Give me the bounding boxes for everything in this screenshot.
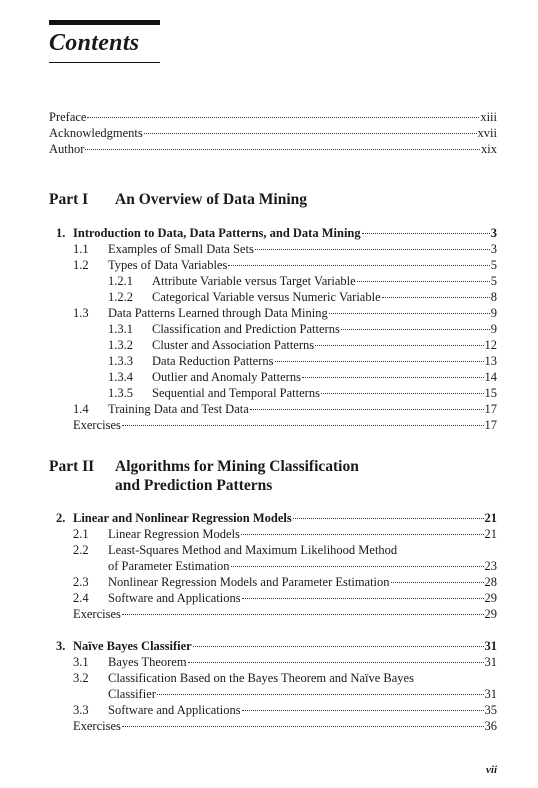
section-title: Exercises: [73, 418, 121, 432]
section-title: Least-Squares Method and Maximum Likelihood Method: [108, 543, 398, 557]
page-number: 29: [484, 607, 497, 621]
chapter-title: Introduction to Data, Data Patterns, and Data Mining: [73, 226, 361, 240]
subsection-title: Outlier and Anomaly Patterns: [152, 370, 301, 384]
page-number: 14: [484, 370, 497, 384]
page-number: xiii: [480, 110, 497, 124]
section-title-line2: of Parameter Estimation: [108, 559, 230, 573]
dot-leader: [157, 694, 484, 695]
toc-entry[interactable]: [108, 354, 497, 369]
dot-leader: [87, 117, 479, 118]
section-number: 2.2: [73, 543, 89, 557]
dot-leader: [293, 518, 484, 519]
part-title: Algorithms for Mining Classification: [115, 458, 359, 475]
toc-entry[interactable]: [108, 370, 497, 385]
chapter-3[interactable]: [56, 639, 497, 654]
page-number: 17: [484, 418, 497, 432]
toc-entry[interactable]: [73, 527, 497, 542]
chapter-2[interactable]: [56, 511, 497, 526]
dot-leader: [250, 409, 484, 410]
section-title: Software and Applications: [108, 591, 241, 605]
part-heading-1: [49, 190, 307, 209]
toc-entry[interactable]: [73, 306, 497, 321]
section-title-line2: Classifier: [108, 687, 156, 701]
section-title: Bayes Theorem: [108, 655, 187, 669]
dot-leader: [85, 149, 480, 150]
page-number: 36: [484, 719, 497, 733]
dot-leader: [341, 329, 490, 330]
top-rule: [49, 20, 160, 25]
section-title: Classification Based on the Bayes Theorem and Naïve Bayes: [108, 671, 414, 685]
page-number: 9: [490, 322, 497, 336]
dot-leader: [357, 281, 490, 282]
dot-leader: [362, 233, 490, 234]
section-title: Nonlinear Regression Models and Parameter Estimation: [108, 575, 390, 589]
section-title: Types of Data Variables: [108, 258, 228, 272]
section-title: Training Data and Test Data: [108, 402, 249, 416]
toc-entry[interactable]: [108, 386, 497, 401]
page-number: xvii: [477, 126, 497, 140]
chapter-number: 2.: [56, 511, 66, 525]
part-title: An Overview of Data Mining: [115, 191, 308, 208]
title-underline: [49, 62, 160, 63]
dot-leader: [329, 313, 490, 314]
dot-leader: [315, 345, 483, 346]
dot-leader: [193, 646, 484, 647]
subsection-title: Categorical Variable versus Numeric Variable: [152, 290, 381, 304]
part-label: Part I: [49, 191, 89, 208]
section-number: 2.4: [73, 591, 89, 605]
section-number: 1.4: [73, 402, 89, 416]
toc-entry-author[interactable]: [49, 142, 497, 157]
dot-leader: [122, 726, 484, 727]
entry-text: Author: [49, 142, 85, 156]
dot-leader: [144, 133, 477, 134]
toc-entry-preface[interactable]: [49, 110, 497, 125]
subsection-title: Data Reduction Patterns: [152, 354, 274, 368]
subsection-number: 1.3.2: [108, 338, 133, 352]
dot-leader: [241, 534, 484, 535]
chapter-1[interactable]: [56, 226, 497, 241]
section-number: 2.1: [73, 527, 89, 541]
section-title: Linear Regression Models: [108, 527, 240, 541]
part-heading-2: [49, 457, 359, 476]
page-number: 35: [484, 703, 497, 717]
part-label: Part II: [49, 458, 95, 475]
page-number: 23: [484, 559, 497, 573]
section-number: 3.1: [73, 655, 89, 669]
section-title: Software and Applications: [108, 703, 241, 717]
dot-leader: [391, 582, 484, 583]
toc-entry-first-line[interactable]: [73, 543, 397, 558]
toc-entry[interactable]: [73, 703, 497, 718]
section-number: 1.2: [73, 258, 89, 272]
page-number: 31: [484, 639, 497, 653]
page-number: 29: [484, 591, 497, 605]
dot-leader: [321, 393, 484, 394]
subsection-title: Attribute Variable versus Target Variable: [152, 274, 356, 288]
dot-leader: [302, 377, 484, 378]
dot-leader: [382, 297, 490, 298]
section-title: Exercises: [73, 607, 121, 621]
page-number: 21: [484, 511, 497, 525]
page-number: 3: [490, 226, 497, 240]
toc-entry[interactable]: [73, 402, 497, 417]
entry-text: Acknowledgments: [49, 126, 143, 140]
toc-entry[interactable]: [108, 290, 497, 305]
page-number: 8: [490, 290, 497, 304]
toc-entry[interactable]: [108, 274, 497, 289]
dot-leader: [231, 566, 484, 567]
page-number: 31: [484, 687, 497, 701]
section-number: 1.3: [73, 306, 89, 320]
section-title: Exercises: [73, 719, 121, 733]
section-number: 3.2: [73, 671, 89, 685]
toc-entry[interactable]: [73, 575, 497, 590]
toc-entry[interactable]: [73, 258, 497, 273]
chapter-number: 1.: [56, 226, 66, 240]
dot-leader: [122, 614, 484, 615]
toc-entry-first-line[interactable]: [73, 671, 414, 686]
page-number: 9: [490, 306, 497, 320]
page-number: 21: [484, 527, 497, 541]
section-number: 2.3: [73, 575, 89, 589]
entry-text: Preface: [49, 110, 87, 124]
toc-entry[interactable]: [108, 338, 497, 353]
page-folio: vii: [486, 764, 497, 776]
subsection-title: Classification and Prediction Patterns: [152, 322, 340, 336]
page-number: 5: [490, 274, 497, 288]
part-title-line2: and Prediction Patterns: [115, 477, 273, 494]
page-number: 12: [484, 338, 497, 352]
section-title: Data Patterns Learned through Data Mining: [108, 306, 328, 320]
toc-entry-acknowledgments[interactable]: [49, 126, 497, 141]
chapter-number: 3.: [56, 639, 66, 653]
toc-entry-exercises[interactable]: [73, 607, 497, 622]
page-number: 31: [484, 655, 497, 669]
chapter-title: Linear and Nonlinear Regression Models: [73, 511, 292, 525]
toc-entry-continuation[interactable]: [108, 559, 497, 574]
toc-entry-exercises[interactable]: [73, 719, 497, 734]
toc-entry[interactable]: [73, 242, 497, 257]
page-number: 28: [484, 575, 497, 589]
page-number: 17: [484, 402, 497, 416]
toc-entry-continuation[interactable]: [108, 687, 497, 702]
subsection-number: 1.2.2: [108, 290, 133, 304]
subsection-title: Cluster and Association Patterns: [152, 338, 315, 352]
dot-leader: [255, 249, 490, 250]
subsection-number: 1.3.5: [108, 386, 133, 400]
dot-leader: [275, 361, 484, 362]
subsection-number: 1.3.3: [108, 354, 133, 368]
dot-leader: [122, 425, 484, 426]
subsection-title: Sequential and Temporal Patterns: [152, 386, 320, 400]
toc-entry-exercises[interactable]: [73, 418, 497, 433]
subsection-number: 1.3.1: [108, 322, 133, 336]
subsection-number: 1.2.1: [108, 274, 133, 288]
toc-entry[interactable]: [73, 655, 497, 670]
section-number: 1.1: [73, 242, 89, 256]
dot-leader: [228, 265, 489, 266]
subsection-number: 1.3.4: [108, 370, 133, 384]
dot-leader: [242, 710, 484, 711]
chapter-title: Naïve Bayes Classifier: [73, 639, 192, 653]
page-number: 5: [490, 258, 497, 272]
page-number: 13: [484, 354, 497, 368]
page-title: Contents: [49, 30, 140, 56]
page-number: 15: [484, 386, 497, 400]
dot-leader: [188, 662, 484, 663]
page-number: 3: [490, 242, 497, 256]
dot-leader: [242, 598, 484, 599]
section-title: Examples of Small Data Sets: [108, 242, 254, 256]
section-number: 3.3: [73, 703, 89, 717]
page-number: xix: [481, 142, 497, 156]
toc-entry[interactable]: [73, 591, 497, 606]
toc-entry[interactable]: [108, 322, 497, 337]
